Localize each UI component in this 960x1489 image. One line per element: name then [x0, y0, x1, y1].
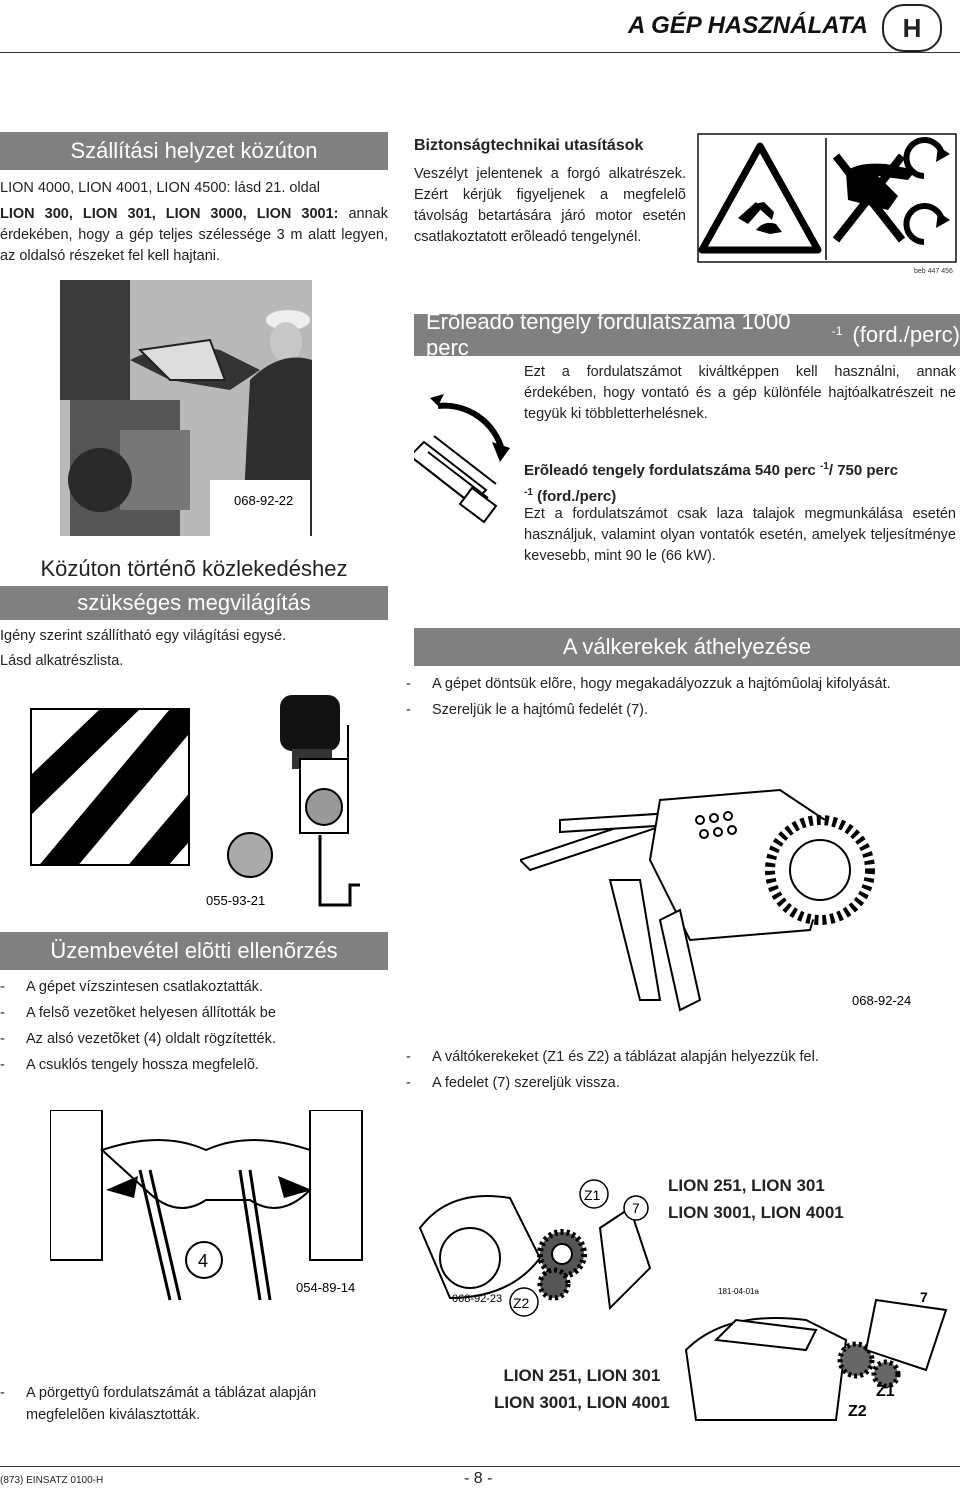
pto540-sup2: -1 — [524, 487, 533, 498]
rotor-list — [0, 1382, 388, 1426]
model-line: LION 251, LION 301 — [503, 1366, 661, 1385]
model-line: LION 3001, LION 4001 — [494, 1393, 670, 1412]
transport-line2 — [0, 204, 388, 267]
lighting-heading-1: Közúton történõ közlekedéshez — [0, 552, 388, 586]
language-badge: H — [882, 4, 942, 52]
model-line: LION 3001, LION 4001 — [668, 1203, 844, 1222]
pto1000-text: Ezt a fordulatszámot kiváltképpen kell használni, annak érdekében, hogy vontató és a gép különféle hajtóalkatrészeit ne tegyük ki többletterhelésnek. — [524, 364, 956, 422]
pto-shaft-icon — [414, 382, 514, 542]
wheels-heading: A válkerekek áthelyezése — [414, 628, 960, 666]
label-z2-b: Z2 — [848, 1403, 867, 1420]
check-heading: Üzembevétel elõtti ellenõrzés — [0, 932, 388, 970]
tractor-photo — [60, 280, 312, 536]
pto540-title-b: / 750 perc — [828, 462, 899, 479]
list-item: - A fedelet (7) szereljük vissza. — [402, 1070, 958, 1096]
footer-code: (873) EINSATZ 0100-H — [0, 1475, 104, 1486]
page-number: - 8 - — [464, 1470, 493, 1487]
gearbox-models-top — [668, 1172, 844, 1226]
pto1000-title: Erõleadó tengely fordulatszáma 1000 perc — [426, 309, 791, 360]
pto540-text: Ezt a fordulatszámot csak laza talajok megmunkálása esetén használjuk, valamint olyan vontatók esetén, amelyek teljesítménye kevesebb, mint 90 le (66 kW). — [524, 506, 956, 564]
model-line: LION 251, LION 301 — [668, 1176, 825, 1195]
transport-line2-rest: annak érdekében, hogy a gép teljes szélessége 3 m alatt legyen, az oldalsó részeket fel kell hajtani. — [0, 206, 388, 264]
sign-caption: beb 447 456 — [914, 268, 953, 275]
check-list — [0, 974, 386, 1078]
lighting-heading-2: szükséges megvilágítás — [0, 586, 388, 620]
list-item: - Szereljük le a hajtómû fedelét (7). — [402, 697, 958, 723]
label-z2: Z2 — [513, 1295, 530, 1311]
photo-caption: 068-92-22 — [234, 493, 294, 508]
list-item: - A gépet vízszintesen csatlakoztatták. — [0, 974, 386, 1000]
wheels-steps-list-2 — [402, 1044, 958, 1096]
pto540-title: Erõleadó tengely fordulatszáma 540 perc — [524, 462, 816, 479]
transport-models: LION 300, LION 301, LION 3000, LION 3001: — [0, 206, 339, 222]
pto540-sup1: -1 — [819, 461, 829, 472]
lighting-caption: 055-93-21 — [206, 893, 266, 908]
safety-text: Veszélyt jelentenek a forgó alkatrészek. Ezért kérjük figyeljenek a megfelelõ távolság betartására járó motor esetén csatlakoztatott erõleadó tengelynél. — [414, 166, 686, 245]
label-7-b: 7 — [920, 1289, 928, 1305]
lower-links-illustration — [50, 1110, 380, 1310]
label-7: 7 — [632, 1200, 640, 1216]
lighting-unit-illustration — [30, 685, 400, 925]
label-4: 4 — [198, 1251, 209, 1271]
pto1000-heading — [414, 309, 960, 360]
wheels-caption: 068-92-24 — [852, 993, 912, 1008]
list-item: - Az alsó vezetõket (4) oldalt rögzítették. — [0, 1026, 386, 1052]
transport-heading: Szállítási helyzet közúton — [0, 132, 388, 170]
lighting-text-2: Lásd alkatrészlista. — [0, 653, 124, 669]
pto1000-unit: (ford./perc) — [852, 322, 960, 347]
pto1000-sup: -1 — [831, 324, 843, 338]
list-item: - A felsõ vezetõket helyesen állították be — [0, 1000, 386, 1026]
check-caption: 054-89-14 — [296, 1280, 356, 1295]
list-item: - A váltókerekeket (Z1 és Z2) a táblázat alapján helyezzük fel. — [402, 1044, 958, 1070]
list-item: - A csuklós tengely hossza megfelelõ. — [0, 1052, 386, 1078]
list-item: - A pörgettyû fordulatszámát a táblázat alapján megfelelõen kiválasztották. — [0, 1382, 388, 1426]
transport-text — [0, 178, 388, 267]
gearbox-models-bottom — [494, 1362, 670, 1416]
gearbox-illustration-2 — [676, 1280, 960, 1430]
safety-signs-icon — [696, 132, 960, 278]
footer-rule — [0, 1466, 960, 1467]
rotor-machine-illustration — [520, 760, 920, 1020]
gearbox-illustration-1 — [410, 1168, 660, 1318]
lighting-text-1: Igény szerint szállítható egy világítási egysé. — [0, 628, 287, 644]
label-z1-b: Z1 — [876, 1383, 895, 1400]
transport-line1: LION 4000, LION 4001, LION 4500: lásd 21. oldal — [0, 180, 321, 196]
list-item: - A gépet döntsük elõre, hogy megakadályozzuk a hajtómûolaj kifolyását. — [402, 671, 958, 697]
gearbox-caption-2: 181-04-01a — [718, 1287, 759, 1296]
gearbox-caption-1: 068-92-23 — [452, 1293, 503, 1305]
wheels-steps-list — [402, 671, 958, 723]
pto540-heading — [524, 456, 956, 508]
safety-heading: Biztonságtechnikai utasítások — [414, 137, 644, 154]
pto540-unit: (ford./perc) — [537, 488, 617, 505]
label-z1: Z1 — [584, 1187, 601, 1203]
page-header-title: A GÉP HASZNÁLATA — [628, 12, 868, 39]
header-rule — [0, 52, 960, 53]
